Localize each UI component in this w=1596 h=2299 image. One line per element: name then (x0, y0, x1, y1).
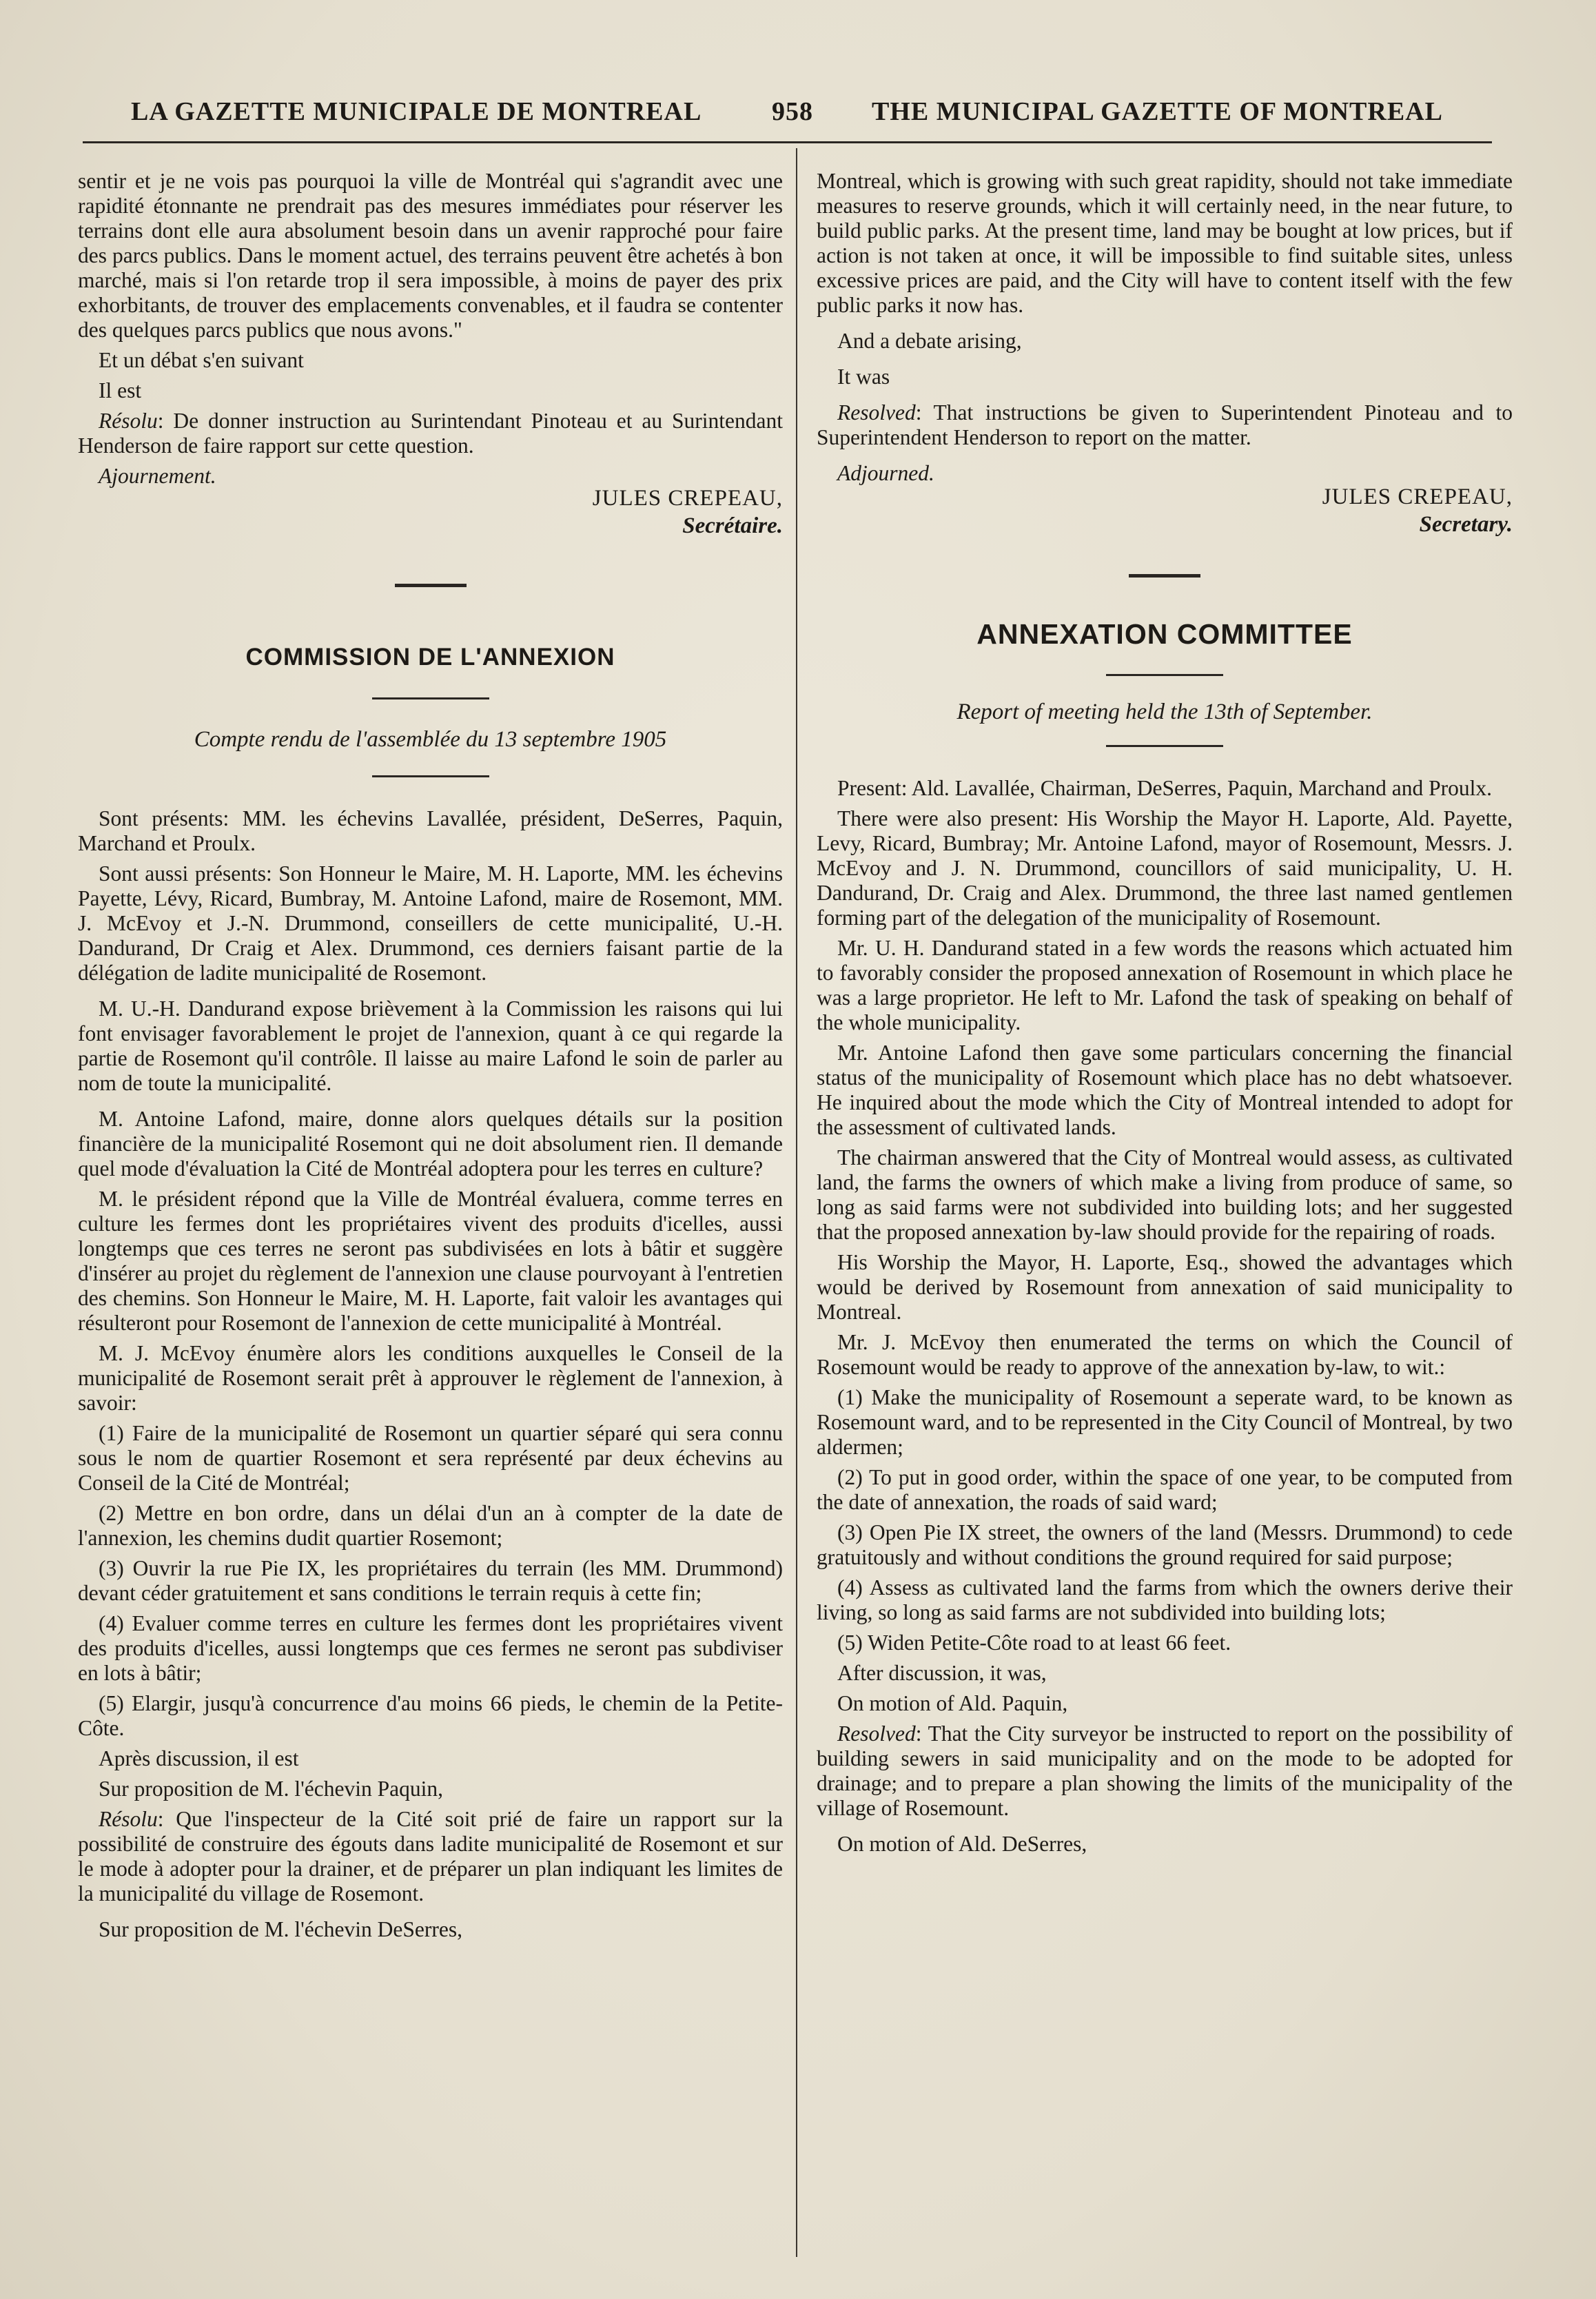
resolved-label: Resolved (837, 400, 916, 425)
signature-name: JULES CREPEAU, (592, 486, 783, 511)
condition-item: (2) Mettre en bon ordre, dans un délai d'un an à compter de la date de l'annexion, les chemins dudit quartier Rosemont; (78, 1501, 783, 1550)
resolved-label: Resolved (837, 1721, 916, 1746)
resolution-paragraph (817, 400, 1513, 450)
section-title: ANNEXATION COMMITTEE (976, 618, 1353, 650)
title-rule (1106, 674, 1223, 676)
condition-item: (5) Elargir, jusqu'à concurrence d'au moins 66 pieds, le chemin de la Petite-Côte. (78, 1691, 783, 1740)
motion-line: Sur proposition de M. l'échevin DeSerres, (99, 1917, 462, 1941)
it-was-line: It was (837, 365, 890, 389)
lafond-paragraph: Mr. Antoine Lafond then gave some particulars concerning the financial status of the municipality of Rosemount which place has no debt whatsoever. He inquired about the mode which the City of Montreal intended to adopt for the assessment of cultivated lands. (817, 1041, 1513, 1139)
english-column (817, 169, 1513, 1857)
resolution-text: : That instructions be given to Superintendent Pinoteau and to Superintendent Henderson to report on the matter. (817, 400, 1513, 449)
present-paragraph: Present: Ald. Lavallée, Chairman, DeSerres, Paquin, Marchand and Proulx. (837, 776, 1493, 800)
condition-item: (5) Widen Petite-Côte road to at least 66 feet. (837, 1631, 1231, 1655)
resolution-text: : Que l'inspecteur de la Cité soit prié de faire un rapport sur la possibilité de construire des égouts dans ladite municipalité de Rosemont et sur le mode à adopter pour la drainer, et de préparer un plan indiquant les limites de la municipalité du village de Rosemont. (78, 1807, 783, 1905)
debate-line: And a debate arising, (837, 329, 1022, 353)
after-discussion-line: Après discussion, il est (99, 1746, 299, 1770)
signature-name: JULES CREPEAU, (1322, 484, 1513, 509)
dandurand-paragraph: Mr. U. H. Dandurand stated in a few words the reasons which actuated him to favorably consider the proposed annexation of Rosemount in which place he was a large proprietor. He left to Mr. Lafond the task of speaking on behalf of the whole municipality. (817, 936, 1513, 1034)
resolution-paragraph (817, 1721, 1513, 1821)
after-discussion-line: After discussion, it was, (837, 1661, 1047, 1685)
resolution-text: : That the City surveyor be instructed to report on the possibility of building sewers in said municipality and on the mode to be adopted for drainage; and to prepare a plan showing the limits of the municipality of the village of Rosemount. (817, 1721, 1513, 1820)
resolution-text: : De donner instruction au Surintendant Pinoteau et au Surintendant Henderson de faire rapport sur cette question. (78, 409, 783, 458)
french-column (78, 169, 783, 1942)
condition-item: (4) Assess as cultivated land the farms from which the owners derive their living, so long as said farms are not subdivided into building lots; (817, 1575, 1513, 1624)
chairman-paragraph: The chairman answered that the City of Montreal would assess, as cultivated land, the farms the owners of which make a living from produce of same, so long as said farms were not subdivided into building lots; and her suggested that the proposed annexation by-law should provide for the repairing of roads. (817, 1145, 1513, 1244)
adjourned-line (817, 461, 1513, 486)
header-rule (83, 141, 1492, 143)
condition-item: (3) Open Pie IX street, the owners of the land (Messrs. Drummond) to cede gratuitously and without conditions the ground required for said purpose; (817, 1520, 1513, 1569)
subtitle-rule (372, 775, 489, 777)
header-title-english: THE MUNICIPAL GAZETTE OF MONTREAL (872, 97, 1443, 126)
signature-block (78, 484, 783, 540)
mayor-paragraph: His Worship the Mayor, H. Laporte, Esq., showed the advantages which would be derived by Rosemount from annexation of said municipality to Montreal. (817, 1250, 1513, 1324)
section-title: COMMISSION DE L'ANNEXION (245, 644, 615, 671)
motion-line: Sur proposition de M. l'échevin Paquin, (99, 1777, 444, 1801)
signature-role: Secrétaire. (682, 513, 783, 538)
subtitle-rule (1106, 745, 1223, 747)
motion-line: On motion of Ald. DeSerres, (837, 1832, 1087, 1856)
resolu-label: Résolu (99, 1807, 158, 1831)
condition-item: (4) Evaluer comme terres en culture les fermes dont les propriétaires vivent des produits d'icelles, aussi longtemps que ces fermes ne seront pas subdiviser en lots à bâtir; (78, 1611, 783, 1685)
meeting-subtitle: Report of meeting held the 13th of September. (956, 699, 1373, 724)
title-rule (372, 697, 489, 699)
president-paragraph: M. le président répond que la Ville de Montréal évaluera, comme terres en culture les fermes dont les propriétaires vivent des produits d'icelles, aussi longtemps que ces terres ne seront pas subdivisées en lots à bâtir et suggère d'insérer au projet du règlement de l'annexion une clause pourvoyant à l'entretien des chemins. Son Honneur le Maire, M. H. Laporte, fait valoir les avantages qui résulteront pour Rosemont de l'annexion de cette municipalité à Montréal. (78, 1187, 783, 1335)
mcevoy-paragraph: Mr. J. McEvoy then enumerated the terms on which the Council of Rosemount would be ready to approve of the annexation by-law, to wit.: (817, 1330, 1513, 1379)
il-est-line: Il est (99, 378, 142, 402)
adjournment-text: Ajournement. (99, 464, 216, 488)
condition-item: (1) Faire de la municipalité de Rosemont un quartier séparé qui sera connu sous le nom de quartier Rosemont et sera représenté par deux échevins au Conseil de la Cité de Montréal; (78, 1421, 783, 1495)
dandurand-paragraph: M. U.-H. Dandurand expose brièvement à la Commission les raisons qui lui font envisager favorablement le projet de l'annexion, quant à ce qui regarde la partie de Rosemont qu'il contrôle. Il laisse au maire Lafond le soin de parler au nom de toute la municipalité. (78, 997, 783, 1095)
resolu-label: Résolu (99, 409, 158, 433)
continuation-paragraph: Montreal, which is growing with such great rapidity, should not take immediate measures to reserve grounds, which it will certainly need, in the near future, to build public parks. At the present time, land may be bought at low prices, but if action is not taken at once, it will be impossible to find suitable sites, unless excessive prices are paid, and the City will have to content itself with the few public parks it now has. (817, 169, 1513, 317)
resolution-paragraph (78, 409, 783, 458)
page-header (83, 88, 1482, 136)
condition-item: (2) To put in good order, within the space of one year, to be computed from the date of annexation, the roads of said ward; (817, 1465, 1513, 1514)
debate-line: Et un débat s'en suivant (99, 348, 304, 372)
adjourned-text: Adjourned. (837, 461, 934, 485)
section-separator (1129, 574, 1200, 578)
header-title-french: LA GAZETTE MUNICIPALE DE MONTREAL (131, 97, 702, 126)
column-divider (796, 148, 797, 2257)
mcevoy-paragraph: M. J. McEvoy énumère alors les conditions auxquelles le Conseil de la municipalité de Rosemont serait prêt à approuver le règlement de l'annexion, à savoir: (78, 1341, 783, 1415)
motion-line: On motion of Ald. Paquin, (837, 1691, 1068, 1715)
condition-item: (3) Ouvrir la rue Pie IX, les propriétaires du terrain (les MM. Drummond) devant céder gratuitement et sans conditions le terrain requis à cette fin; (78, 1556, 783, 1605)
also-present-paragraph: There were also present: His Worship the Mayor H. Laporte, Ald. Payette, Levy, Ricard, Bumbray; Mr. Antoine Lafond, mayor of Rosemount, Messrs. J. McEvoy and J. N. Drummond, councillors of said municipality, U. H. Dandurand, Dr. Craig and Alex. Drummond, the three last named gentlemen forming part of the delegation of the municipality of Rosemount. (817, 806, 1513, 930)
also-present-paragraph: Sont aussi présents: Son Honneur le Maire, M. H. Laporte, MM. les échevins Payette, Lévy, Ricard, Bumbray, M. Antoine Lafond, maire de Rosemont, MM. J. McEvoy et J.-N. Drummond, conseillers de cette municipalité, U.-H. Dandurand, Dr Craig et Alex. Drummond, ces derniers faisant partie de la délégation de ladite municipalité de Rosemont. (78, 861, 783, 985)
resolution-paragraph (78, 1807, 783, 1906)
condition-item: (1) Make the municipality of Rosemount a seperate ward, to be known as Rosemount ward, and to be represented in the City Council of Montreal, by two aldermen; (817, 1385, 1513, 1459)
present-paragraph: Sont présents: MM. les échevins Lavallée, président, DeSerres, Paquin, Marchand et Proulx. (78, 806, 783, 855)
signature-block (817, 483, 1513, 538)
lafond-paragraph: M. Antoine Lafond, maire, donne alors quelques détails sur la position financière de la municipalité Rosemont qui ne doit absolument rien. Il demande quel mode d'évaluation la Cité de Montréal adoptera pour les terres en culture? (78, 1107, 783, 1181)
page-number: 958 (772, 97, 813, 126)
section-separator (395, 584, 467, 587)
signature-role: Secretary. (1419, 512, 1513, 537)
meeting-subtitle: Compte rendu de l'assemblée du 13 septembre 1905 (194, 727, 667, 752)
continuation-paragraph: sentir et je ne vois pas pourquoi la ville de Montréal qui s'agrandit avec une rapidité étonnante ne prendrait pas des mesures immédiates pour réserver les terrains dont elle aura absolument besoin dans un avenir rapproché pour faire des parcs publics. Dans le moment actuel, des terrains peuvent être achetés à bon marché, mais si l'on retarde trop il sera impossible, à moins de payer des prix exhorbitants, de trouver des emplacements convenables, et il faudra se contenter des quelques parcs publics que nous avons." (78, 169, 783, 342)
